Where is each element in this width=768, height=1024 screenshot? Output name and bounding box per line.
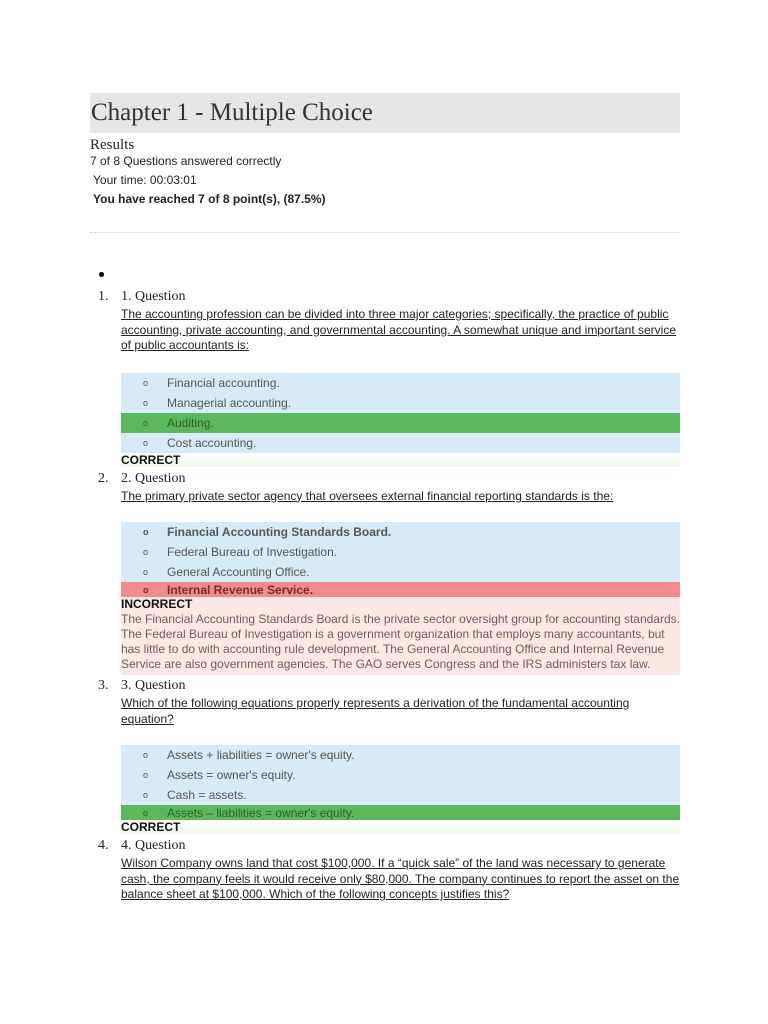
question-label: 3. Question: [121, 678, 186, 693]
answer-option[interactable]: [121, 562, 680, 582]
bullet-icon: [99, 272, 104, 277]
answer-option[interactable]: [121, 765, 680, 785]
page-title: Chapter 1 - Multiple Choice: [91, 99, 373, 126]
circle-icon: o: [143, 807, 149, 818]
question-header[interactable]: [90, 678, 680, 696]
list-bullet-row: [90, 270, 680, 290]
answer-list: [121, 745, 680, 820]
circle-icon: o: [143, 417, 149, 428]
answer-text: Assets + liabilities = owner's equity.: [167, 748, 355, 762]
question-number: 1.: [98, 289, 109, 304]
question-header[interactable]: [90, 838, 680, 856]
answer-text: Financial Accounting Standards Board.: [167, 525, 392, 539]
answer-option[interactable]: [121, 433, 680, 453]
question-label: 1. Question: [121, 289, 186, 304]
circle-icon: o: [143, 567, 149, 577]
answer-option[interactable]: [121, 373, 680, 393]
answer-text: Auditing.: [167, 415, 214, 430]
question-text: The accounting profession can be divided into three major categories; specifically, the practice of public accounting, private accounting, and governmental accounting. A somewhat unique and important service of public accountants is:: [121, 307, 677, 352]
answer-list: [121, 522, 680, 597]
verdict-correct: CORRECT: [121, 453, 680, 467]
results-time: Your time: 00:03:01: [93, 173, 197, 187]
answer-text: Internal Revenue Service.: [167, 582, 314, 597]
question-1: [90, 289, 680, 467]
answer-list: [121, 373, 680, 453]
circle-icon: o: [143, 584, 149, 595]
question-text: The primary private sector agency that oversees external financial reporting standards is the:: [121, 488, 614, 503]
question-text: Wilson Company owns land that cost $100,000. If a “quick sale” of the land was necessary to generate cash, the company feels it would receive only $80,000. The company continues to report the asset on the balance sheet at $100,000. Which of the following concepts justifies this?: [121, 856, 680, 901]
question-3: [90, 678, 680, 834]
divider: [90, 232, 680, 233]
question-number: 2.: [98, 470, 109, 486]
answer-text: Federal Bureau of Investigation.: [167, 545, 338, 559]
answer-text: Assets = owner's equity.: [167, 768, 296, 782]
answer-option[interactable]: [121, 785, 680, 805]
answer-option-correct[interactable]: [121, 805, 680, 820]
question-text: Which of the following equations properly represents a derivation of the fundamental accounting equation?: [121, 696, 630, 726]
question-number: 4.: [98, 838, 109, 853]
answer-text: Managerial accounting.: [167, 395, 292, 410]
question-header[interactable]: [90, 471, 680, 489]
answer-option[interactable]: [121, 745, 680, 765]
circle-icon: o: [143, 437, 149, 448]
circle-icon: o: [143, 527, 149, 537]
question-4: [90, 838, 680, 903]
answer-text: Financial accounting.: [167, 375, 280, 390]
verdict-incorrect: INCORRECT: [121, 597, 680, 611]
answer-text: Cash = assets.: [167, 788, 247, 802]
answer-option-right[interactable]: [121, 522, 680, 542]
answer-text: Assets – liabilities = owner's equity.: [167, 805, 355, 820]
answer-text: General Accounting Office.: [167, 565, 310, 579]
quiz-page: [90, 93, 680, 903]
circle-icon: o: [143, 397, 149, 408]
answer-option[interactable]: [121, 542, 680, 562]
circle-icon: o: [143, 790, 149, 800]
circle-icon: o: [143, 547, 149, 557]
circle-icon: o: [143, 770, 149, 780]
answer-option[interactable]: [121, 393, 680, 413]
answer-feedback: The Financial Accounting Standards Board is the private sector oversight group for accounting standards. The Federal Bureau of Investigation is a government organization that employs many accountants, but has little to do with accounting rule development. The General Accounting Office and Internal Revenue Service are also government agencies. The GAO serves Congress and the IRS administers tax law.: [121, 611, 680, 675]
circle-icon: o: [143, 750, 149, 760]
circle-icon: o: [143, 377, 149, 388]
answer-option-correct[interactable]: [121, 413, 680, 433]
answer-text: Cost accounting.: [167, 435, 257, 450]
title-bar: [90, 93, 680, 133]
results-heading: Results: [90, 137, 135, 153]
question-2: [90, 471, 680, 676]
question-label: 2. Question: [121, 470, 186, 486]
question-header[interactable]: [90, 289, 680, 307]
question-number: 3.: [98, 678, 109, 693]
answer-option-incorrect[interactable]: [121, 582, 680, 597]
results-summary: 7 of 8 Questions answered correctly: [90, 154, 282, 168]
results-points: You have reached 7 of 8 point(s), (87.5%): [93, 192, 326, 206]
question-label: 4. Question: [121, 838, 186, 853]
verdict-correct: CORRECT: [121, 820, 680, 834]
